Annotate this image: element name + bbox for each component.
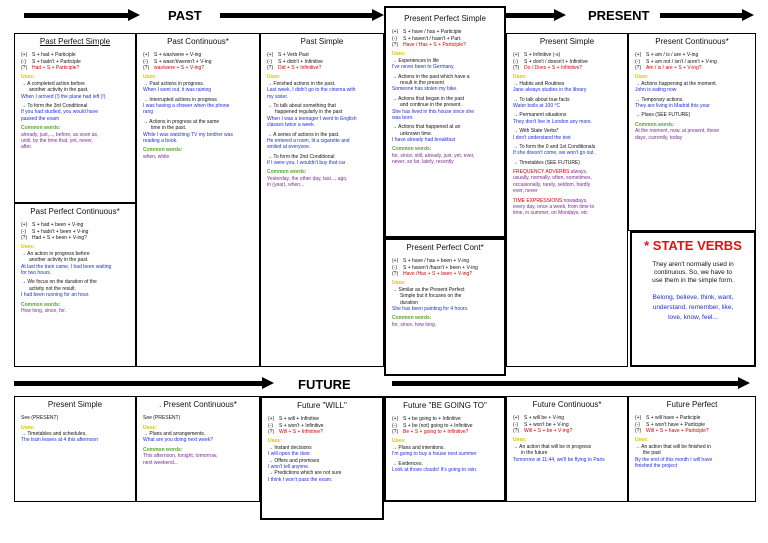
form-positive: (+) S + had + been + V-ing (21, 222, 84, 229)
state-verbs-text: They aren't normally used in (652, 260, 734, 268)
example: John is eating now (635, 87, 677, 94)
use-item: → Plans and intentions. (392, 444, 445, 451)
form-positive: (+) S + Infinitive (-s) (513, 52, 561, 59)
example: He entered a room, lit a cigarette and (267, 137, 350, 144)
uses-label: Uses: (392, 51, 406, 58)
future-present-continuous-title: . Present Continuous* (159, 400, 237, 409)
time-expressions: every day, once a week, from time to (513, 204, 595, 211)
use-item: → Actions that happened at an (392, 124, 461, 131)
see-reference: See (PRESENT) (21, 415, 59, 422)
future-perfect-title: Future Perfect (666, 400, 718, 409)
use-item-cont: another activity in the past. (29, 87, 89, 94)
use-item: → With State Verbs* (513, 128, 559, 135)
past-arrow-right (220, 13, 374, 18)
frequency-adverbs: FREQUENCY ADVERBS:always, (513, 169, 588, 176)
example-cont: for two hours. (21, 269, 52, 276)
example: Someone has stolen my bike. (392, 86, 458, 93)
form-negative: (-) S + be (not) going to + Infinitive (392, 422, 473, 429)
example: While I was watching TV my brother was (143, 131, 233, 138)
past-perfect-continuous-title: Past Perfect Continuous* (30, 207, 120, 216)
form-negative: (-) S + didn't + Infinitive (267, 58, 323, 65)
form-question: (?) Am / is / are + S + V-ing? (635, 65, 702, 72)
use-item: → Plans and arrangements. (143, 431, 206, 438)
use-item: → Plans (SEE FUTURE) (635, 112, 691, 119)
form-positive: (+) S + will + Infinitive (268, 416, 320, 423)
example: I will open the door. (268, 451, 312, 458)
form-negative: (-) S + hadn't + been + V-ing (21, 228, 89, 235)
present-arrow-right (660, 13, 744, 18)
present-perfect-simple-title: Present Perfect Simple (404, 14, 486, 23)
use-item: → A completed action before (21, 80, 85, 87)
example: If I were you, I wouldn't buy that car (267, 160, 346, 167)
use-item-cont: duration (400, 299, 419, 306)
common-words: next weekend... (143, 459, 179, 466)
common-words: Yesterday, the other day, last..., ago, (267, 175, 348, 182)
form-question: (?) Had + S + Participle? (21, 65, 80, 72)
use-item: → An action in progress before (21, 250, 90, 257)
use-item-cont: in the future (521, 450, 548, 457)
time-expressions: TIME EXPRESSIONS:nowadays, (513, 197, 588, 204)
uses-label: Uses: (21, 424, 35, 431)
use-item-cont: another activity in the past. (29, 257, 89, 264)
future-will-box (260, 396, 384, 520)
state-verbs-box (630, 231, 756, 367)
future-present-simple-title: Present Simple (47, 400, 103, 409)
form-negative: (-) S + haven't / hasn't + Part. (392, 35, 462, 42)
past-continuous-box (136, 33, 260, 367)
form-negative: (-) S + won't have + Participle (635, 421, 706, 428)
use-item: → Habits and Routines (513, 80, 565, 87)
form-negative: (-) S + hadn't + Participle (21, 58, 81, 65)
present-simple-title: Present Simple (539, 37, 595, 46)
use-item: → Actions that began in the past (392, 95, 465, 102)
use-item: → Temporary actions. (635, 96, 684, 103)
present-arrow-left (500, 13, 556, 18)
common-words: for, since, still, already, just, yet, ever, (392, 152, 475, 159)
see-reference: See (PRESENT) (143, 415, 181, 422)
use-item-cont: and continue in the present. (400, 102, 462, 109)
form-positive: (+) S + will have + Participle (635, 415, 701, 422)
common-words-label: Common words: (21, 301, 61, 308)
use-item-cont: happened regularly in the past (275, 109, 343, 116)
common-words: after. (21, 144, 33, 151)
form-question: (?) Will + S + have + Participle? (635, 428, 709, 435)
state-verbs-list: Belong, believe, think, want, (652, 293, 734, 301)
example-cont: was born. (392, 114, 414, 121)
past-arrow-left (24, 13, 130, 18)
uses-label: Uses: (267, 74, 281, 81)
use-item: → To talk about something that (267, 102, 336, 109)
state-verbs-list: understand, remember, like, (652, 303, 734, 311)
present-perfect-simple-box (384, 6, 506, 238)
common-words-label: Common words: (392, 315, 432, 322)
past-heading: PAST (168, 8, 202, 23)
past-simple-box (260, 33, 384, 367)
example: When I went out, it was raining (143, 87, 212, 94)
state-verbs-text: continuous. So, we have to (653, 268, 733, 276)
common-words: never, so far, lately, recently (392, 159, 454, 166)
use-item: → Offers and promises (268, 457, 320, 464)
form-negative: (-) S + won't + Infinitive (268, 422, 324, 429)
use-item: → An action that will be in progress (513, 443, 592, 450)
example: I have already had breakfast (392, 137, 456, 144)
future-continuous-box (506, 396, 628, 502)
example: At last the train came, I had been waiting (21, 263, 112, 270)
use-item: → Experiences in life (392, 57, 439, 64)
past-continuous-title: Past Continuous* (167, 37, 229, 46)
use-item: → Instant decisions (268, 444, 312, 451)
future-present-simple-box (14, 396, 136, 502)
example-cont: reading a book. (143, 137, 178, 144)
common-words: How long, since, for. (21, 307, 67, 314)
example-cont: smiled at everyone. (267, 144, 311, 151)
present-perfect-continuous-box (384, 238, 506, 376)
example: I've never been to Germany. (392, 64, 455, 71)
use-item: → An action that will be finished in (635, 443, 711, 450)
uses-label: Uses: (513, 437, 527, 444)
common-words: This afternoon, tonight, tomorrow, (143, 453, 218, 460)
form-question: (?) Have /Has + S + been + V-ing? (392, 271, 473, 278)
present-continuous-box (628, 33, 756, 231)
uses-label: Uses: (392, 280, 406, 287)
example-cont: classes twice a week. (267, 122, 316, 129)
common-words: for, since, how long. (392, 321, 437, 328)
form-question: (?) Will + S + Infinitive? (268, 429, 323, 436)
example: When I arrived (!) the plane had left (!) (21, 93, 106, 100)
form-positive: (+) S + am / is / are + V-ing (635, 52, 699, 59)
form-negative: (-) S + haven't /hasn't + been + V-ing (392, 264, 478, 271)
use-item: → To form the 3rd Conditional (21, 102, 88, 109)
use-item: → Past actions in progress. (143, 80, 205, 87)
example: She has been painting for 4 hours. (392, 305, 469, 312)
example: I was having a shower when the phone (143, 102, 230, 109)
example: What are you doing next week? (143, 437, 214, 444)
form-question: (?) was/were + S + V-ing? (143, 65, 205, 72)
form-positive: (+) S + have / has + been + V-ing (392, 258, 470, 265)
future-going-to-title: Future "BE GOING TO" (403, 401, 487, 410)
example: They are living in Madrid this year (635, 102, 710, 109)
form-question: (?) Have / Has + S + Participle? (392, 42, 466, 49)
use-item: → Predictions which are not sure (268, 470, 342, 477)
form-negative: (-) S + wasn't/weren't + V-ing (143, 58, 212, 65)
present-continuous-title: Present Continuous* (655, 37, 729, 46)
uses-label: Uses: (513, 74, 527, 81)
state-verbs-list: love, know, feel... (668, 314, 718, 322)
frequency-adverbs: ever, never (513, 188, 538, 195)
uses-label: Uses: (392, 438, 406, 445)
future-heading: FUTURE (298, 377, 351, 392)
frequency-adverbs: occasionally, rarely, seldom, hardly (513, 181, 591, 188)
future-going-to-box (384, 396, 506, 502)
use-item: → Actions happening at the moment. (635, 80, 718, 87)
example: I think I won't pass the exam. (268, 476, 333, 483)
present-simple-box (506, 33, 628, 367)
example: Last week, I didn't go to the cinema with (267, 87, 356, 94)
form-positive: (+) S + was/were + V-ing (143, 52, 202, 59)
uses-label: Uses: (143, 424, 157, 431)
use-item: → Similar as the Present Perfect (392, 286, 465, 293)
form-question: (?) Did + S + Infinitive? (267, 65, 322, 72)
use-item-cont: activity not the result. (29, 285, 76, 292)
common-words-label: Common words: (21, 125, 61, 132)
past-perfect-simple-title: Past Perfect Simple (39, 37, 111, 46)
form-negative: (-) S + won't be + V-ing (513, 421, 569, 428)
use-item: → A series of actions in the past. (267, 131, 340, 138)
form-positive: (+) S + have / has + Participle (392, 29, 462, 36)
common-words-label: Common words: (267, 169, 307, 176)
use-item-cont: Simple but it focuses on the (400, 293, 462, 300)
uses-label: Uses: (268, 438, 282, 445)
example-cont: my sister. (267, 93, 289, 100)
past-simple-title: Past Simple (300, 37, 344, 46)
uses-label: Uses: (635, 437, 649, 444)
form-positive: (+) S + will be + V-ing (513, 415, 565, 422)
common-words: already, just,..., before, as soon as, (21, 131, 99, 138)
common-words: At the moment, now, at present, these (635, 128, 720, 135)
present-heading: PRESENT (588, 8, 650, 23)
use-item: → Timetables (SEE FUTURE) (513, 159, 580, 166)
example: I don't understand the text (513, 134, 571, 141)
uses-label: Uses: (21, 244, 35, 251)
example: Water boils at 100 °C (513, 102, 561, 109)
use-item: → Timetables and schedules. (21, 431, 87, 438)
use-item-cont: time in the past. (151, 125, 187, 132)
future-will-title: Future "WILL" (297, 401, 347, 410)
uses-label: Uses: (143, 74, 157, 81)
use-item: → To form the 0 and 1st Conditionals (513, 143, 596, 150)
uses-label: Uses: (21, 74, 35, 81)
use-item: → Permanent situations (513, 112, 567, 119)
future-continuous-title: Future Continuous* (532, 400, 602, 409)
frequency-adverbs: usually, normally, often, sometimes, (513, 175, 592, 182)
example-cont: passed the exam (21, 115, 60, 122)
example: If she doesn't come, we won't go out. (513, 150, 595, 157)
use-item: → Actions in progress at the same (143, 118, 220, 125)
example: They don't live in London any more. (513, 118, 593, 125)
common-words: in (year), when... (267, 182, 305, 189)
use-item: → To talk about true facts (513, 96, 570, 103)
form-question: (?) Be + S + going to + Infinitive? (392, 429, 469, 436)
common-words-label: Common words: (392, 146, 432, 153)
state-verbs-text: use them in the simple form. (652, 277, 734, 285)
use-item: → Evidences. (392, 460, 423, 467)
example: I won't tell anyone. (268, 463, 310, 470)
common-words: days, currently, today (635, 134, 683, 141)
common-words-label: Common words: (143, 446, 183, 453)
use-item: → Actions in the past which have a (392, 73, 470, 80)
example-cont: finished the project (635, 462, 677, 469)
form-negative: (-) S + am not / isn't / aren't + V-ing (635, 58, 717, 65)
use-item-cont: unknown time. (400, 130, 433, 137)
form-question: (?) Do / Does + S + Infinitive? (513, 65, 583, 72)
common-words-label: Common words: (635, 121, 675, 128)
form-negative: (-) S + don't / doesn't + Infinitive (513, 58, 588, 65)
present-perfect-continuous-title: Present Perfect Cont* (406, 243, 484, 252)
example: She has lived in this house since she (392, 108, 474, 115)
past-perfect-simple-box (14, 33, 136, 203)
form-question: (?) Will + S + be + V-ing? (513, 428, 573, 435)
use-item: → To form the 2nd Conditional (267, 153, 335, 160)
form-positive: (+) S + Verb Past (267, 52, 309, 59)
past-perfect-continuous-box (14, 203, 136, 367)
future-arrow-left (14, 381, 264, 386)
example: When I was a teenager I went to English (267, 115, 357, 122)
uses-label: Uses: (635, 74, 649, 81)
example-cont: rang (143, 109, 154, 116)
common-words-label: Common words: (143, 147, 183, 154)
example: I had been running for an hour. (21, 292, 90, 299)
future-arrow-right (392, 381, 740, 386)
example: Tomorrow at 11:44, we'll be flying to Paris (513, 456, 605, 463)
use-item: → Interrupted actions in progress (143, 96, 217, 103)
use-item-cont: the past (643, 450, 661, 457)
form-positive: (+) S + be going to + Infinitive (392, 416, 461, 423)
future-perfect-box (628, 396, 756, 502)
example: I'm going to buy a house next summer (392, 451, 477, 458)
example: Look at those clouds! It's going to rain. (392, 466, 478, 473)
example: Jane always studies in the library (513, 87, 587, 94)
form-positive: (+) S + had + Participle (21, 52, 76, 59)
future-present-continuous-box (136, 396, 260, 502)
use-item: → Finished actions in the past. (267, 80, 336, 87)
use-item: → We focus on the duration of the (21, 279, 97, 286)
form-question: (?) Had + S + been + V-ing? (21, 235, 87, 242)
example: If you had studied, you would have (21, 109, 98, 116)
common-words: until, by the time that, yet, never, (21, 137, 93, 144)
time-expressions: time, in summer, on Mondays, etc (513, 210, 588, 217)
common-words: when, while (143, 153, 170, 160)
use-item-cont: result in the present (400, 79, 444, 86)
example: The train leaves at 4 this afternoon (21, 437, 98, 444)
example: By the end of this month I will have (635, 456, 713, 463)
state-verbs-title: * STATE VERBS (644, 238, 742, 253)
